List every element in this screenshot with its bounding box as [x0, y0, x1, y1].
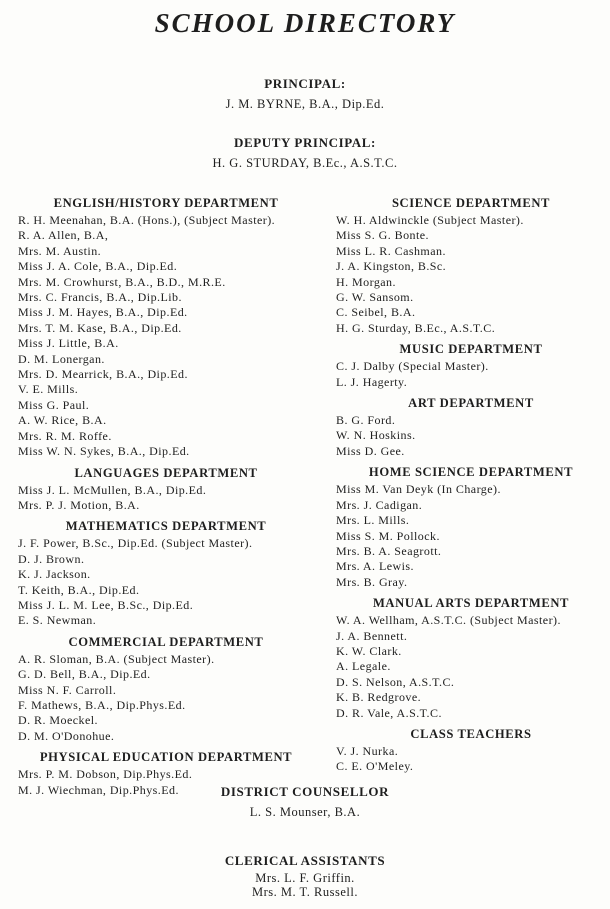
staff-entry: C. E. O'Meley.: [336, 759, 414, 774]
dept-class-teachers: [336, 726, 610, 775]
staff-entry: D. M. Lonergan.: [18, 351, 105, 366]
principal-name: J. M. BYRNE, B.A., Dip.Ed.: [225, 97, 385, 111]
staff-entry: Miss J. A. Cole, B.A., Dip.Ed.: [18, 259, 178, 274]
staff-entry: R. A. Allen, B.A,: [18, 228, 109, 243]
left-column: [18, 195, 318, 803]
staff-entry: Miss J. Little, B.A.: [18, 336, 119, 351]
staff-entry: D. R. Vale, A.S.T.C.: [336, 705, 442, 720]
staff-entry: H. G. Sturday, B.Ec., A.S.T.C.: [336, 320, 496, 335]
department-heading: PHYSICAL EDUCATION DEPARTMENT: [39, 750, 293, 765]
staff-entry: K. B. Redgrove.: [336, 690, 422, 705]
department-heading: MANUAL ARTS DEPARTMENT: [372, 596, 570, 611]
staff-entry: Mrs. B. A. Seagrott.: [336, 543, 442, 558]
department-heading: ART DEPARTMENT: [408, 396, 534, 411]
principal-section: [0, 76, 610, 112]
staff-entry: D. M. O'Donohue.: [18, 728, 115, 743]
dept-music-department: [336, 341, 610, 390]
department-heading: MUSIC DEPARTMENT: [399, 342, 543, 357]
staff-entry: R. H. Meenahan, B.A. (Hons.), (Subject Master).: [18, 213, 276, 227]
staff-entry: Mrs. T. M. Kase, B.A., Dip.Ed.: [18, 320, 182, 335]
staff-entry: D. R. Moeckel.: [18, 713, 98, 728]
department-heading: MATHEMATICS DEPARTMENT: [65, 519, 267, 534]
deputy-heading: DEPUTY PRINCIPAL:: [233, 135, 376, 150]
staff-list: [336, 213, 610, 336]
staff-entry: Miss M. Van Deyk (In Charge).: [336, 482, 501, 497]
staff-entry: E. S. Newman.: [18, 613, 97, 628]
staff-entry: Miss N. F. Carroll.: [18, 682, 117, 697]
staff-entry: D. J. Brown.: [18, 551, 85, 566]
staff-entry: Miss W. N. Sykes, B.A., Dip.Ed.: [18, 444, 190, 459]
dept-english-history-department: [18, 195, 318, 460]
staff-entry: D. S. Nelson, A.S.T.C.: [336, 674, 455, 689]
dept-commercial-department: [18, 634, 318, 744]
staff-entry: Miss G. Paul.: [18, 397, 90, 412]
department-heading: CLASS TEACHERS: [410, 726, 532, 741]
staff-entry: W. A. Wellham, A.S.T.C. (Subject Master).: [336, 613, 561, 628]
staff-entry: Mrs. P. J. Motion, B.A.: [18, 497, 140, 512]
staff-list: [18, 213, 318, 460]
staff-entry: Mrs. M. Austin.: [18, 243, 102, 258]
department-heading: ENGLISH/HISTORY DEPARTMENT: [53, 196, 279, 210]
staff-list: [336, 744, 610, 775]
staff-entry: W. H. Aldwinckle (Subject Master).: [336, 213, 524, 227]
dept-art-department: [336, 395, 610, 459]
staff-entry: H. Morgan.: [336, 274, 396, 289]
department-heading: HOME SCIENCE DEPARTMENT: [368, 465, 574, 480]
page-title: SCHOOL DIRECTORY: [154, 8, 456, 38]
department-heading: SCIENCE DEPARTMENT: [391, 196, 551, 210]
dept-mathematics-department: [18, 518, 318, 628]
staff-entry: Miss S. M. Pollock.: [336, 528, 440, 543]
staff-entry: K. J. Jackson.: [18, 567, 91, 582]
staff-entry: Mrs. L. Mills.: [336, 513, 410, 528]
staff-entry: Mrs. D. Mearrick, B.A., Dip.Ed.: [18, 367, 188, 382]
dept-manual-arts-department: [336, 595, 610, 721]
dept-science-department: [336, 195, 610, 336]
right-column: [336, 195, 610, 780]
staff-entry: T. Keith, B.A., Dip.Ed.: [18, 582, 140, 597]
staff-entry: Miss J. L. McMullen, B.A., Dip.Ed.: [18, 482, 207, 497]
staff-entry: G. W. Sansom.: [336, 290, 414, 305]
staff-list: [18, 536, 318, 628]
staff-entry: Miss D. Gee.: [336, 443, 405, 458]
staff-entry: Mrs. R. M. Roffe.: [18, 428, 112, 443]
staff-list: [336, 359, 610, 390]
staff-list: [336, 613, 610, 721]
district-counsellor-name: L. S. Mounser, B.A.: [249, 805, 361, 819]
clerical-heading: CLERICAL ASSISTANTS: [224, 853, 386, 868]
staff-entry: Mrs. B. Gray.: [336, 574, 408, 589]
staff-entry: W. N. Hoskins.: [336, 428, 416, 443]
staff-entry: Miss L. R. Cashman.: [336, 243, 446, 258]
staff-list: [18, 483, 318, 514]
staff-list: [336, 482, 610, 590]
clerical-name: Mrs. L. F. Griffin.: [255, 871, 355, 885]
staff-entry: Miss J. M. Hayes, B.A., Dip.Ed.: [18, 305, 188, 320]
staff-entry: A. W. Rice, B.A.: [18, 413, 107, 428]
staff-entry: Mrs. M. Crowhurst, B.A., B.D., M.R.E.: [18, 274, 226, 289]
clerical-name: Mrs. M. T. Russell.: [252, 885, 358, 899]
department-heading: LANGUAGES DEPARTMENT: [74, 465, 258, 480]
dept-languages-department: [18, 465, 318, 514]
staff-entry: K. W. Clark.: [336, 643, 402, 658]
staff-entry: Miss J. L. M. Lee, B.Sc., Dip.Ed.: [18, 597, 194, 612]
district-counsellor-heading: DISTRICT COUNSELLOR: [220, 784, 390, 799]
staff-entry: A. Legale.: [336, 659, 391, 674]
staff-entry: Mrs. J. Cadigan.: [336, 497, 423, 512]
district-counsellor-section: [0, 784, 610, 820]
staff-entry: L. J. Hagerty.: [336, 374, 408, 389]
staff-entry: Mrs. C. Francis, B.A., Dip.Lib.: [18, 290, 182, 305]
department-heading: COMMERCIAL DEPARTMENT: [68, 634, 264, 649]
staff-entry: Mrs. A. Lewis.: [336, 559, 414, 574]
staff-entry: J. A. Kingston, B.Sc.: [336, 259, 447, 274]
deputy-name: H. G. STURDAY, B.Ec., A.S.T.C.: [212, 156, 398, 170]
staff-list: [18, 652, 318, 744]
staff-entry: C. J. Dalby (Special Master).: [336, 359, 489, 374]
staff-list: [336, 413, 610, 459]
deputy-section: [0, 135, 610, 171]
clerical-section: [0, 853, 610, 899]
staff-entry: M. J. Wiechman, Dip.Phys.Ed.: [18, 782, 179, 797]
staff-entry: F. Mathews, B.A., Dip.Phys.Ed.: [18, 697, 186, 712]
staff-entry: V. E. Mills.: [18, 382, 79, 397]
staff-entry: Miss S. G. Bonte.: [336, 228, 429, 243]
staff-entry: Mrs. P. M. Dobson, Dip.Phys.Ed.: [18, 767, 193, 782]
staff-entry: V. J. Nurka.: [336, 743, 399, 758]
staff-entry: A. R. Sloman, B.A. (Subject Master).: [18, 651, 215, 666]
staff-entry: G. D. Bell, B.A., Dip.Ed.: [18, 667, 151, 682]
staff-entry: B. G. Ford.: [336, 413, 396, 428]
staff-entry: J. A. Bennett.: [336, 628, 408, 643]
staff-entry: J. F. Power, B.Sc., Dip.Ed. (Subject Master).: [18, 536, 253, 551]
dept-home-science-department: [336, 464, 610, 590]
staff-entry: C. Seibel, B.A.: [336, 305, 416, 320]
principal-heading: PRINCIPAL:: [264, 76, 346, 91]
